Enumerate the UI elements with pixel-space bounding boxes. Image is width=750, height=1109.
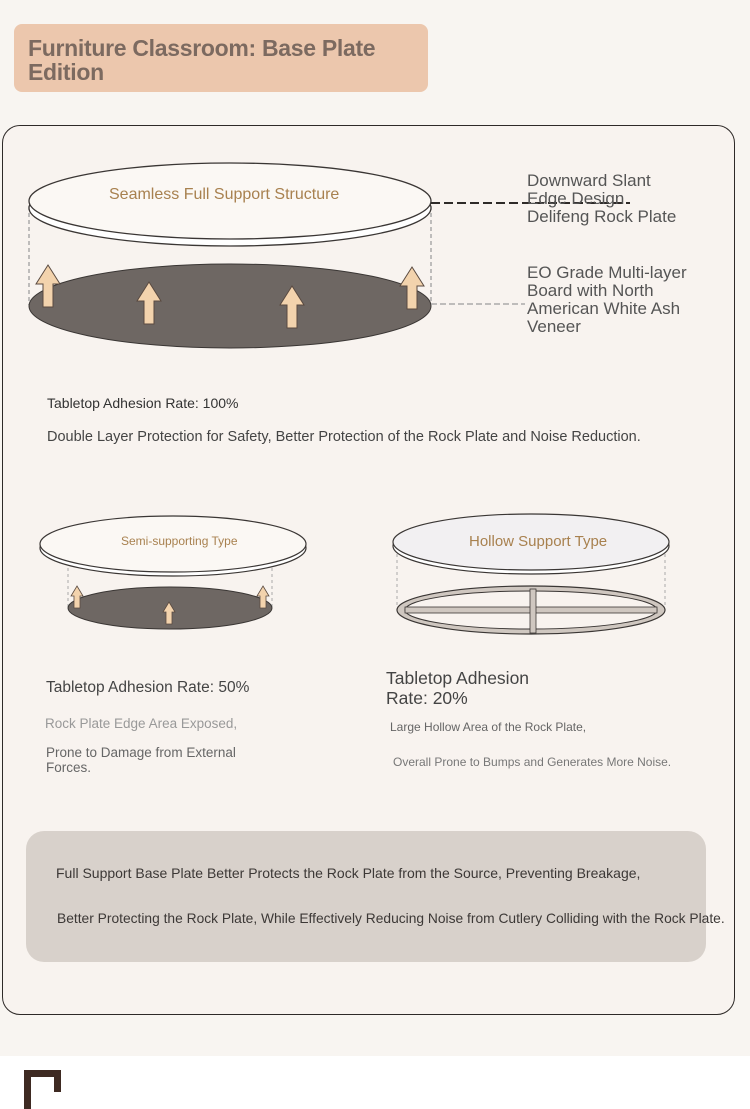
full-support-label: Seamless Full Support Structure — [109, 186, 340, 203]
footer-strip — [0, 1056, 750, 1109]
summary-line-1: Full Support Base Plate Better Protects the Rock Plate from the Source, Preventing Breakage, — [56, 865, 641, 881]
hollow-support-label: Hollow Support Type — [469, 533, 608, 550]
hollow-line-2: Overall Prone to Bumps and Generates More Noise. — [393, 755, 672, 769]
semi-line-2: Prone to Damage from External Forces. — [46, 745, 236, 775]
annotation-rock-plate: Delifeng Rock Plate — [527, 207, 677, 226]
hollow-line-1: Large Hollow Area of the Rock Plate, — [390, 720, 587, 734]
hollow-adhesion-rate: Tabletop Adhesion Rate: 20% — [386, 668, 530, 708]
page-title: Furniture Classroom: Base Plate Edition — [28, 35, 376, 85]
brand-logo-icon — [24, 1070, 64, 1109]
full-support-description: Double Layer Protection for Safety, Better Protection of the Rock Plate and Noise Reduction. — [47, 429, 641, 445]
annotation-multi-layer-board: EO Grade Multi-layer Board with North American White Ash Veneer — [527, 263, 687, 336]
annotation-edge-design: Downward Slant Edge Design — [527, 171, 651, 208]
hollow-support-diagram — [0, 500, 750, 640]
semi-line-1: Rock Plate Edge Area Exposed, — [45, 716, 238, 731]
full-adhesion-rate: Tabletop Adhesion Rate: 100% — [47, 395, 239, 411]
summary-box — [26, 831, 706, 962]
summary-line-2: Better Protecting the Rock Plate, While Effectively Reducing Noise from Cutlery Colliding with the Rock Plate. — [57, 911, 725, 926]
semi-adhesion-rate: Tabletop Adhesion Rate: 50% — [46, 679, 250, 696]
base-plate — [29, 264, 431, 348]
semi-support-label: Semi-supporting Type — [121, 534, 238, 548]
